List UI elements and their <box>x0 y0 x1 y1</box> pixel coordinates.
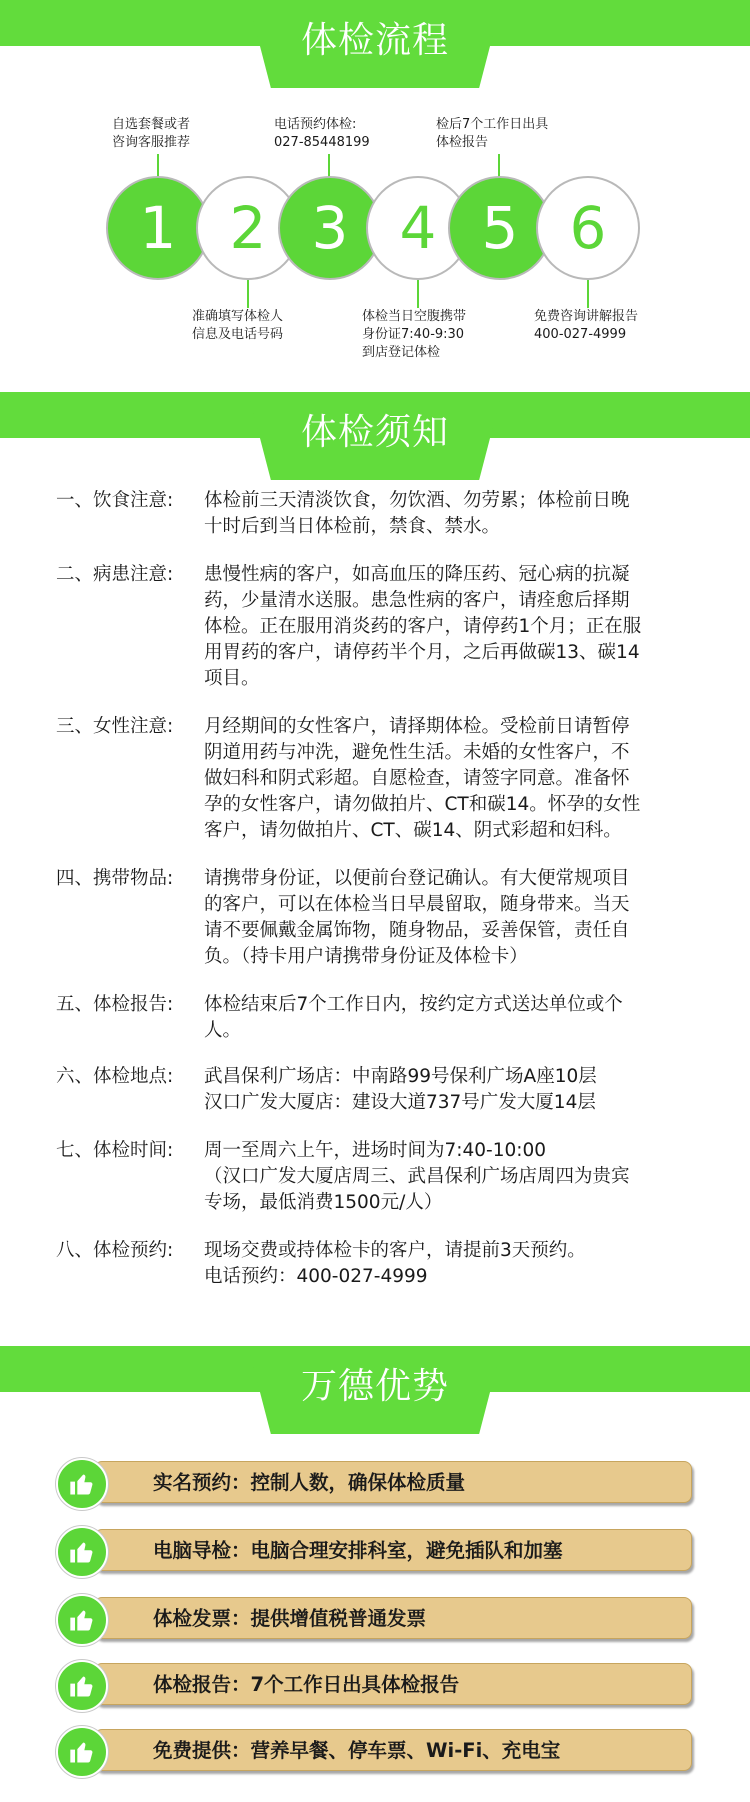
notice-label: 三、女性注意: <box>56 716 174 737</box>
flow-label-line: 咨询客服推荐 <box>112 135 191 150</box>
section-title-flow: 体检流程 <box>300 20 449 61</box>
notice-line: 患慢性病的客户，如高血压的降压药、冠心病的抗凝 <box>204 564 630 585</box>
section-title-notice: 体检须知 <box>300 412 449 453</box>
step-circle-5: 5 <box>448 176 552 280</box>
step-circle-1: 1 <box>106 176 210 280</box>
notice-text <box>204 1138 706 1216</box>
notice-line: 用胃药的客户，请停药半个月，之后再做碳13、碳14 <box>204 642 640 663</box>
notice-banner <box>0 392 750 482</box>
notice-line: 十时后到当日体检前，禁食、禁水。 <box>204 516 501 537</box>
notice-label: 二、病患注意: <box>56 564 174 585</box>
notice-line: 阴道用药与冲洗，避免性生活。未婚的女性客户，不 <box>204 742 630 763</box>
notice-line: 请不要佩戴金属饰物，随身物品，妥善保管，责任自 <box>204 920 630 941</box>
connector-bottom-6 <box>587 280 589 308</box>
notice-text <box>204 714 706 844</box>
notice-line: （汉口广发大厦店周三、武昌保利广场店周四为贵宾 <box>204 1166 630 1187</box>
advantage-text: 体检报告：7个工作日出具体检报告 <box>94 1663 692 1705</box>
step-circle-6: 6 <box>536 176 640 280</box>
advantage-text: 实名预约：控制人数，确保体检质量 <box>94 1461 692 1503</box>
step-circle-3: 3 <box>278 176 382 280</box>
advantage-text: 电脑导检：电脑合理安排科室，避免插队和加塞 <box>94 1529 692 1571</box>
flow-label-line: 体检报告 <box>436 135 489 150</box>
notice-line: 负。（持卡用户请携带身份证及体检卡） <box>204 946 528 967</box>
notice-text <box>204 866 706 970</box>
notice-text <box>204 562 706 692</box>
flow-label-line: 信息及电话号码 <box>192 327 284 342</box>
flow-label-line: 免费咨询讲解报告 <box>534 309 639 324</box>
thumbs-up-icon <box>56 1660 108 1712</box>
flow-label-line: 身份证7:40-9:30 <box>362 327 465 342</box>
notice-line: 电话预约：400-027-4999 <box>204 1266 428 1287</box>
thumbs-up-icon <box>56 1458 108 1510</box>
section-title-advantage: 万德优势 <box>300 1366 449 1407</box>
notice-text <box>204 1238 706 1290</box>
notice-line: 项目。 <box>204 668 260 689</box>
flow-label-line: 电话预约体检: <box>274 117 357 132</box>
notice-line: 请携带身份证，以便前台登记确认。有大便常规项目 <box>204 868 630 889</box>
step-circle-4: 4 <box>366 176 470 280</box>
notice-line: 客户，请勿做拍片、CT、碳14、阴式彩超和妇科。 <box>204 820 622 841</box>
notice-label: 一、饮食注意: <box>56 490 174 511</box>
notice-line: 体检。正在服用消炎药的客户，请停药1个月；正在服 <box>204 616 642 637</box>
advantage-item-1 <box>56 1458 696 1506</box>
notice-line: 汉口广发大厦店：建设大道737号广发大厦14层 <box>204 1092 596 1113</box>
advantage-item-3 <box>56 1594 696 1642</box>
connector-bottom-2 <box>247 280 249 308</box>
flow-label-step-5 <box>436 116 548 152</box>
advantage-banner <box>0 1346 750 1436</box>
advantage-item-5 <box>56 1726 696 1774</box>
notice-line: 武昌保利广场店：中南路99号保利广场A座10层 <box>204 1066 597 1087</box>
advantage-text: 体检发票：提供增值税普通发票 <box>94 1597 692 1639</box>
notice-line: 做妇科和阴式彩超。自愿检查，请签字同意。准备怀 <box>204 768 630 789</box>
notice-line: 体检结束后7个工作日内，按约定方式送达单位或个 <box>204 994 623 1015</box>
flow-label-step-2 <box>192 308 283 344</box>
notice-label: 四、携带物品: <box>56 868 174 889</box>
thumbs-up-icon <box>56 1526 108 1578</box>
notice-label: 八、体检预约: <box>56 1240 174 1261</box>
notice-line: 人。 <box>204 1020 242 1041</box>
notice-line: 药，少量清水送服。患急性病的客户，请痊愈后择期 <box>204 590 630 611</box>
flow-label-line: 准确填写体检人 <box>192 309 284 324</box>
advantage-item-2 <box>56 1526 696 1574</box>
flow-label-line: 027-85448199 <box>274 135 370 150</box>
notice-label: 五、体检报告: <box>56 994 174 1015</box>
step-circle-2: 2 <box>196 176 300 280</box>
notice-line: 的客户，可以在体检当日早晨留取，随身带来。当天 <box>204 894 630 915</box>
thumbs-up-icon <box>56 1594 108 1646</box>
advantage-text: 免费提供：营养早餐、停车票、Wi-Fi、充电宝 <box>94 1729 692 1771</box>
flow-label-line: 自选套餐或者 <box>112 117 191 132</box>
thumbs-up-icon <box>56 1726 108 1778</box>
flow-diagram <box>0 90 750 390</box>
flow-label-line: 400-027-4999 <box>534 327 627 342</box>
notice-text <box>204 488 706 540</box>
notice-line: 体检前三天清淡饮食，勿饮酒、勿劳累；体检前日晚 <box>204 490 630 511</box>
notice-line: 周一至周六上午，进场时间为7:40-10:00 <box>204 1140 547 1161</box>
flow-label-step-4 <box>362 308 466 362</box>
notice-text <box>204 992 706 1044</box>
flow-label-step-3 <box>274 116 370 152</box>
notice-label: 六、体检地点: <box>56 1066 174 1087</box>
flow-banner <box>0 0 750 90</box>
connector-bottom-4 <box>417 280 419 308</box>
notice-line: 专场，最低消费1500元/人） <box>204 1192 443 1213</box>
notice-text <box>204 1064 706 1116</box>
notice-label: 七、体检时间: <box>56 1140 174 1161</box>
flow-label-step-1 <box>112 116 190 152</box>
flow-label-line: 体检当日空腹携带 <box>362 309 467 324</box>
flow-label-line: 检后7个工作日出具 <box>436 117 549 132</box>
advantage-item-4 <box>56 1660 696 1708</box>
notice-line: 现场交费或持体检卡的客户，请提前3天预约。 <box>204 1240 586 1261</box>
flow-label-line: 到店登记体检 <box>362 345 441 360</box>
notice-line: 月经期间的女性客户，请择期体检。受检前日请暂停 <box>204 716 630 737</box>
flow-label-step-6 <box>534 308 638 344</box>
notice-line: 孕的女性客户，请勿做拍片、CT和碳14。怀孕的女性 <box>204 794 641 815</box>
